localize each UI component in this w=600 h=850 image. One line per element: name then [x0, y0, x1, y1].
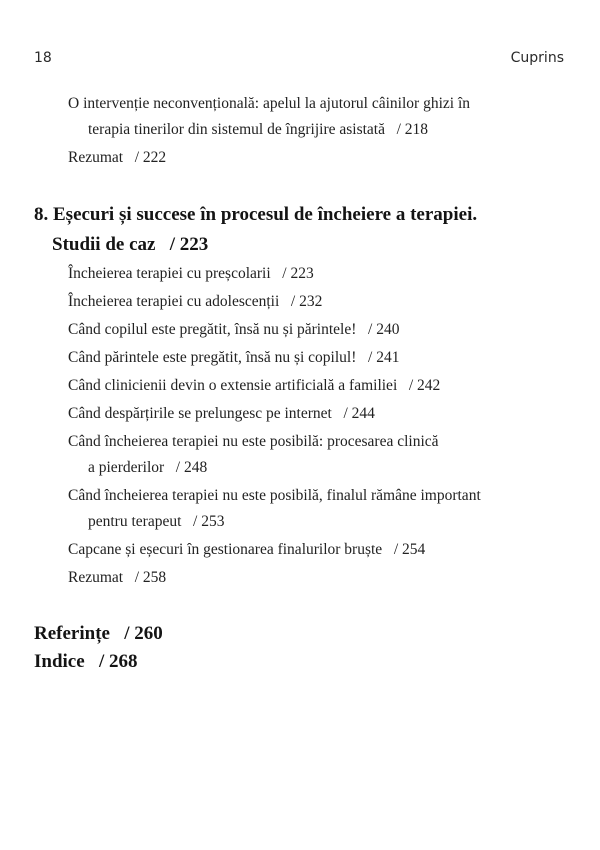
- toc-entry[interactable]: [68, 401, 568, 427]
- chapter-heading-8[interactable]: [34, 200, 574, 260]
- toc-entry-page: / 242: [408, 377, 441, 394]
- toc-entry[interactable]: [68, 317, 568, 343]
- toc-entry-summary-8[interactable]: [68, 565, 568, 591]
- toc-entry-title: Când încheierea terapiei nu este posibilă, finalul rămâne important: [68, 487, 481, 504]
- toc-entry-title: Rezumat: [68, 149, 124, 166]
- toc-references[interactable]: [34, 620, 163, 648]
- backmatter-title: Indice: [34, 651, 85, 672]
- toc-entry-page: / 232: [290, 293, 323, 310]
- toc-entry-page: / 241: [368, 349, 400, 366]
- toc-entry-page: / 254: [393, 541, 426, 558]
- toc-entry-title: Când părintele este pregătit, însă nu și copilul!: [68, 349, 357, 366]
- toc-entry-title: Când despărțirile se prelungesc pe internet: [68, 405, 332, 422]
- toc-entry-page: / 258: [134, 569, 167, 586]
- toc-entry[interactable]: [68, 429, 568, 481]
- toc-entry[interactable]: [68, 483, 568, 535]
- toc-entry-title-cont: pentru terapeut: [88, 513, 182, 530]
- toc-entry-page: / 253: [193, 513, 225, 530]
- toc-entry-title: Încheierea terapiei cu preșcolarii: [68, 265, 271, 282]
- toc-entry-page: / 222: [134, 149, 167, 166]
- toc-entry[interactable]: [68, 345, 568, 371]
- toc-entry-title: Când încheierea terapiei nu este posibilă: procesarea clinică: [68, 433, 439, 450]
- toc-entry-title: Încheierea terapiei cu adolescenții: [68, 293, 280, 310]
- page-header: [34, 50, 564, 70]
- toc-entry-title-cont: terapia tinerilor din sistemul de îngrijire asistată: [88, 121, 385, 138]
- toc-entry-title: Când copilul este pregătit, însă nu și părintele!: [68, 321, 357, 338]
- toc-entry-page: / 240: [368, 321, 400, 338]
- page-number: 18: [34, 50, 52, 66]
- toc-index[interactable]: [34, 648, 137, 676]
- backmatter-title: Referințe: [34, 623, 110, 644]
- backmatter-page: / 260: [124, 623, 163, 644]
- chapter-title-cont: Studii de caz: [52, 234, 156, 255]
- toc-entry[interactable]: [68, 537, 568, 563]
- toc-entry-summary-7[interactable]: [68, 145, 568, 171]
- toc-entry-page: / 223: [282, 265, 314, 282]
- toc-entry-title: Capcane și eșecuri în gestionarea finalurilor bruște: [68, 541, 383, 558]
- chapter-title: 8. Eșecuri și succese în procesul de încheiere a terapiei.: [34, 204, 478, 225]
- toc-entry-page: / 248: [175, 459, 208, 476]
- running-title: Cuprins: [510, 50, 564, 66]
- toc-entry[interactable]: [68, 373, 568, 399]
- toc-entry-page: / 218: [396, 121, 429, 138]
- toc-entry-page: / 244: [343, 405, 375, 422]
- toc-entry[interactable]: [68, 261, 568, 287]
- toc-entry-title: O intervenție neconvențională: apelul la ajutorul câinilor ghizi în: [68, 95, 471, 112]
- chapter-page: / 223: [169, 234, 209, 255]
- toc-entry-title: Rezumat: [68, 569, 124, 586]
- backmatter-page: / 268: [98, 651, 138, 672]
- toc-entry[interactable]: [68, 289, 568, 315]
- toc-entry-title: Când clinicienii devin o extensie artificială a familiei: [68, 377, 398, 394]
- toc-entry-guide-dogs[interactable]: [68, 91, 568, 143]
- toc-entry-title-cont: a pierderilor: [88, 459, 165, 476]
